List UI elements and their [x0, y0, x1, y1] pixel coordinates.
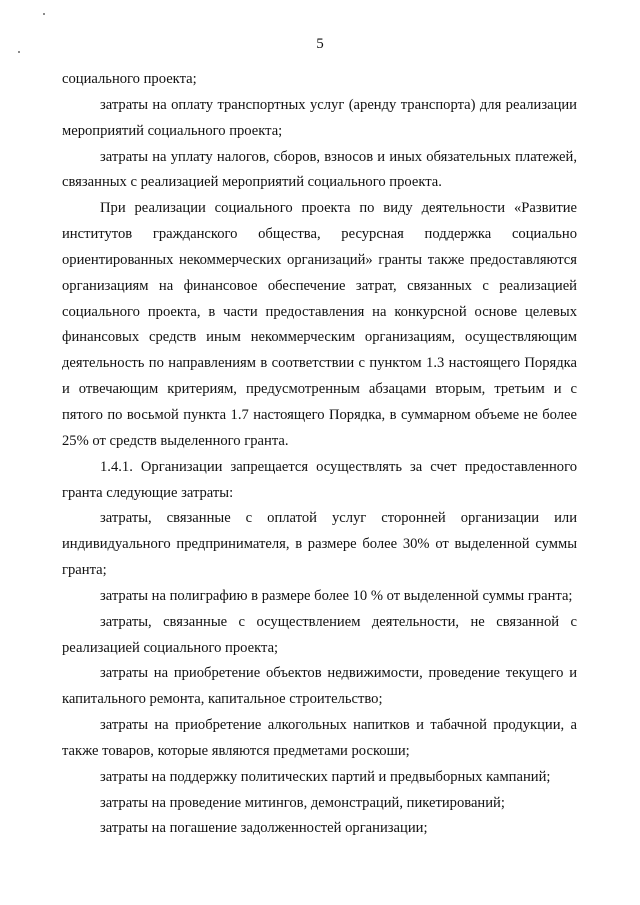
- scan-speck: [43, 13, 45, 15]
- document-body: [62, 67, 577, 842]
- paragraph-alcohol-tobacco: затраты на приобретение алкогольных напитков и табачной продукции, а также товаров, которые являются предметами роскоши;: [62, 717, 577, 759]
- paragraph-unrelated-activity: затраты, связанные с осуществлением деятельности, не связанной с реализацией социального проекта;: [62, 613, 577, 656]
- paragraph-political-support: затраты на поддержку политических партий и предвыборных кампаний;: [100, 768, 551, 785]
- paragraph-tax-costs: затраты на уплату налогов, сборов, взносов и иных обязательных платежей, связанных с реализацией мероприятий социального проекта.: [62, 148, 577, 191]
- paragraph-real-estate: затраты на приобретение объектов недвижимости, проведение текущего и капитального ремонта, капитальное строительство;: [62, 665, 577, 708]
- paragraph-printing-costs: затраты на полиграфию в размере более 10 % от выделенной суммы гранта;: [100, 587, 573, 604]
- paragraph-transport-costs: затраты на оплату транспортных услуг (аренду транспорта) для реализации мероприятий социального проекта;: [62, 96, 577, 139]
- paragraph-third-party-services: затраты, связанные с оплатой услуг сторонней организации или индивидуального предпринимателя, в размере более 30% от выделенной суммы гранта;: [62, 510, 577, 579]
- paragraph-civil-society-grants: При реализации социального проекта по виду деятельности «Развитие институтов гражданского общества, ресурсная поддержка социально ориентированных некоммерческих организаций» гранты также предоставляются организациям на финансовое обеспечение затрат, связанных с реализацией социального проекта, в части предоставления на конкурсной основе целевых финансовых средств иным некоммерческим организациям, осуществляющим деятельность по направлениям в соответствии с пунктом 1.3 настоящего Порядка и отвечающим критериям, предусмотренным абзацами вторым, третьим и с пятого по восьмой пункта 1.7 настоящего Порядка, в суммарном объеме не более 25% от средств выделенного гранта.: [62, 200, 577, 449]
- paragraph-rallies: затраты на проведение митингов, демонстраций, пикетирований;: [100, 794, 505, 811]
- paragraph-debt-repayment: затраты на погашение задолженностей организации;: [100, 820, 428, 837]
- paragraph-section-1-4-1: 1.4.1. Организации запрещается осуществлять за счет предоставленного гранта следующие затраты:: [62, 458, 577, 501]
- page-number: 5: [316, 36, 324, 52]
- paragraph-continuation: социального проекта;: [62, 71, 197, 87]
